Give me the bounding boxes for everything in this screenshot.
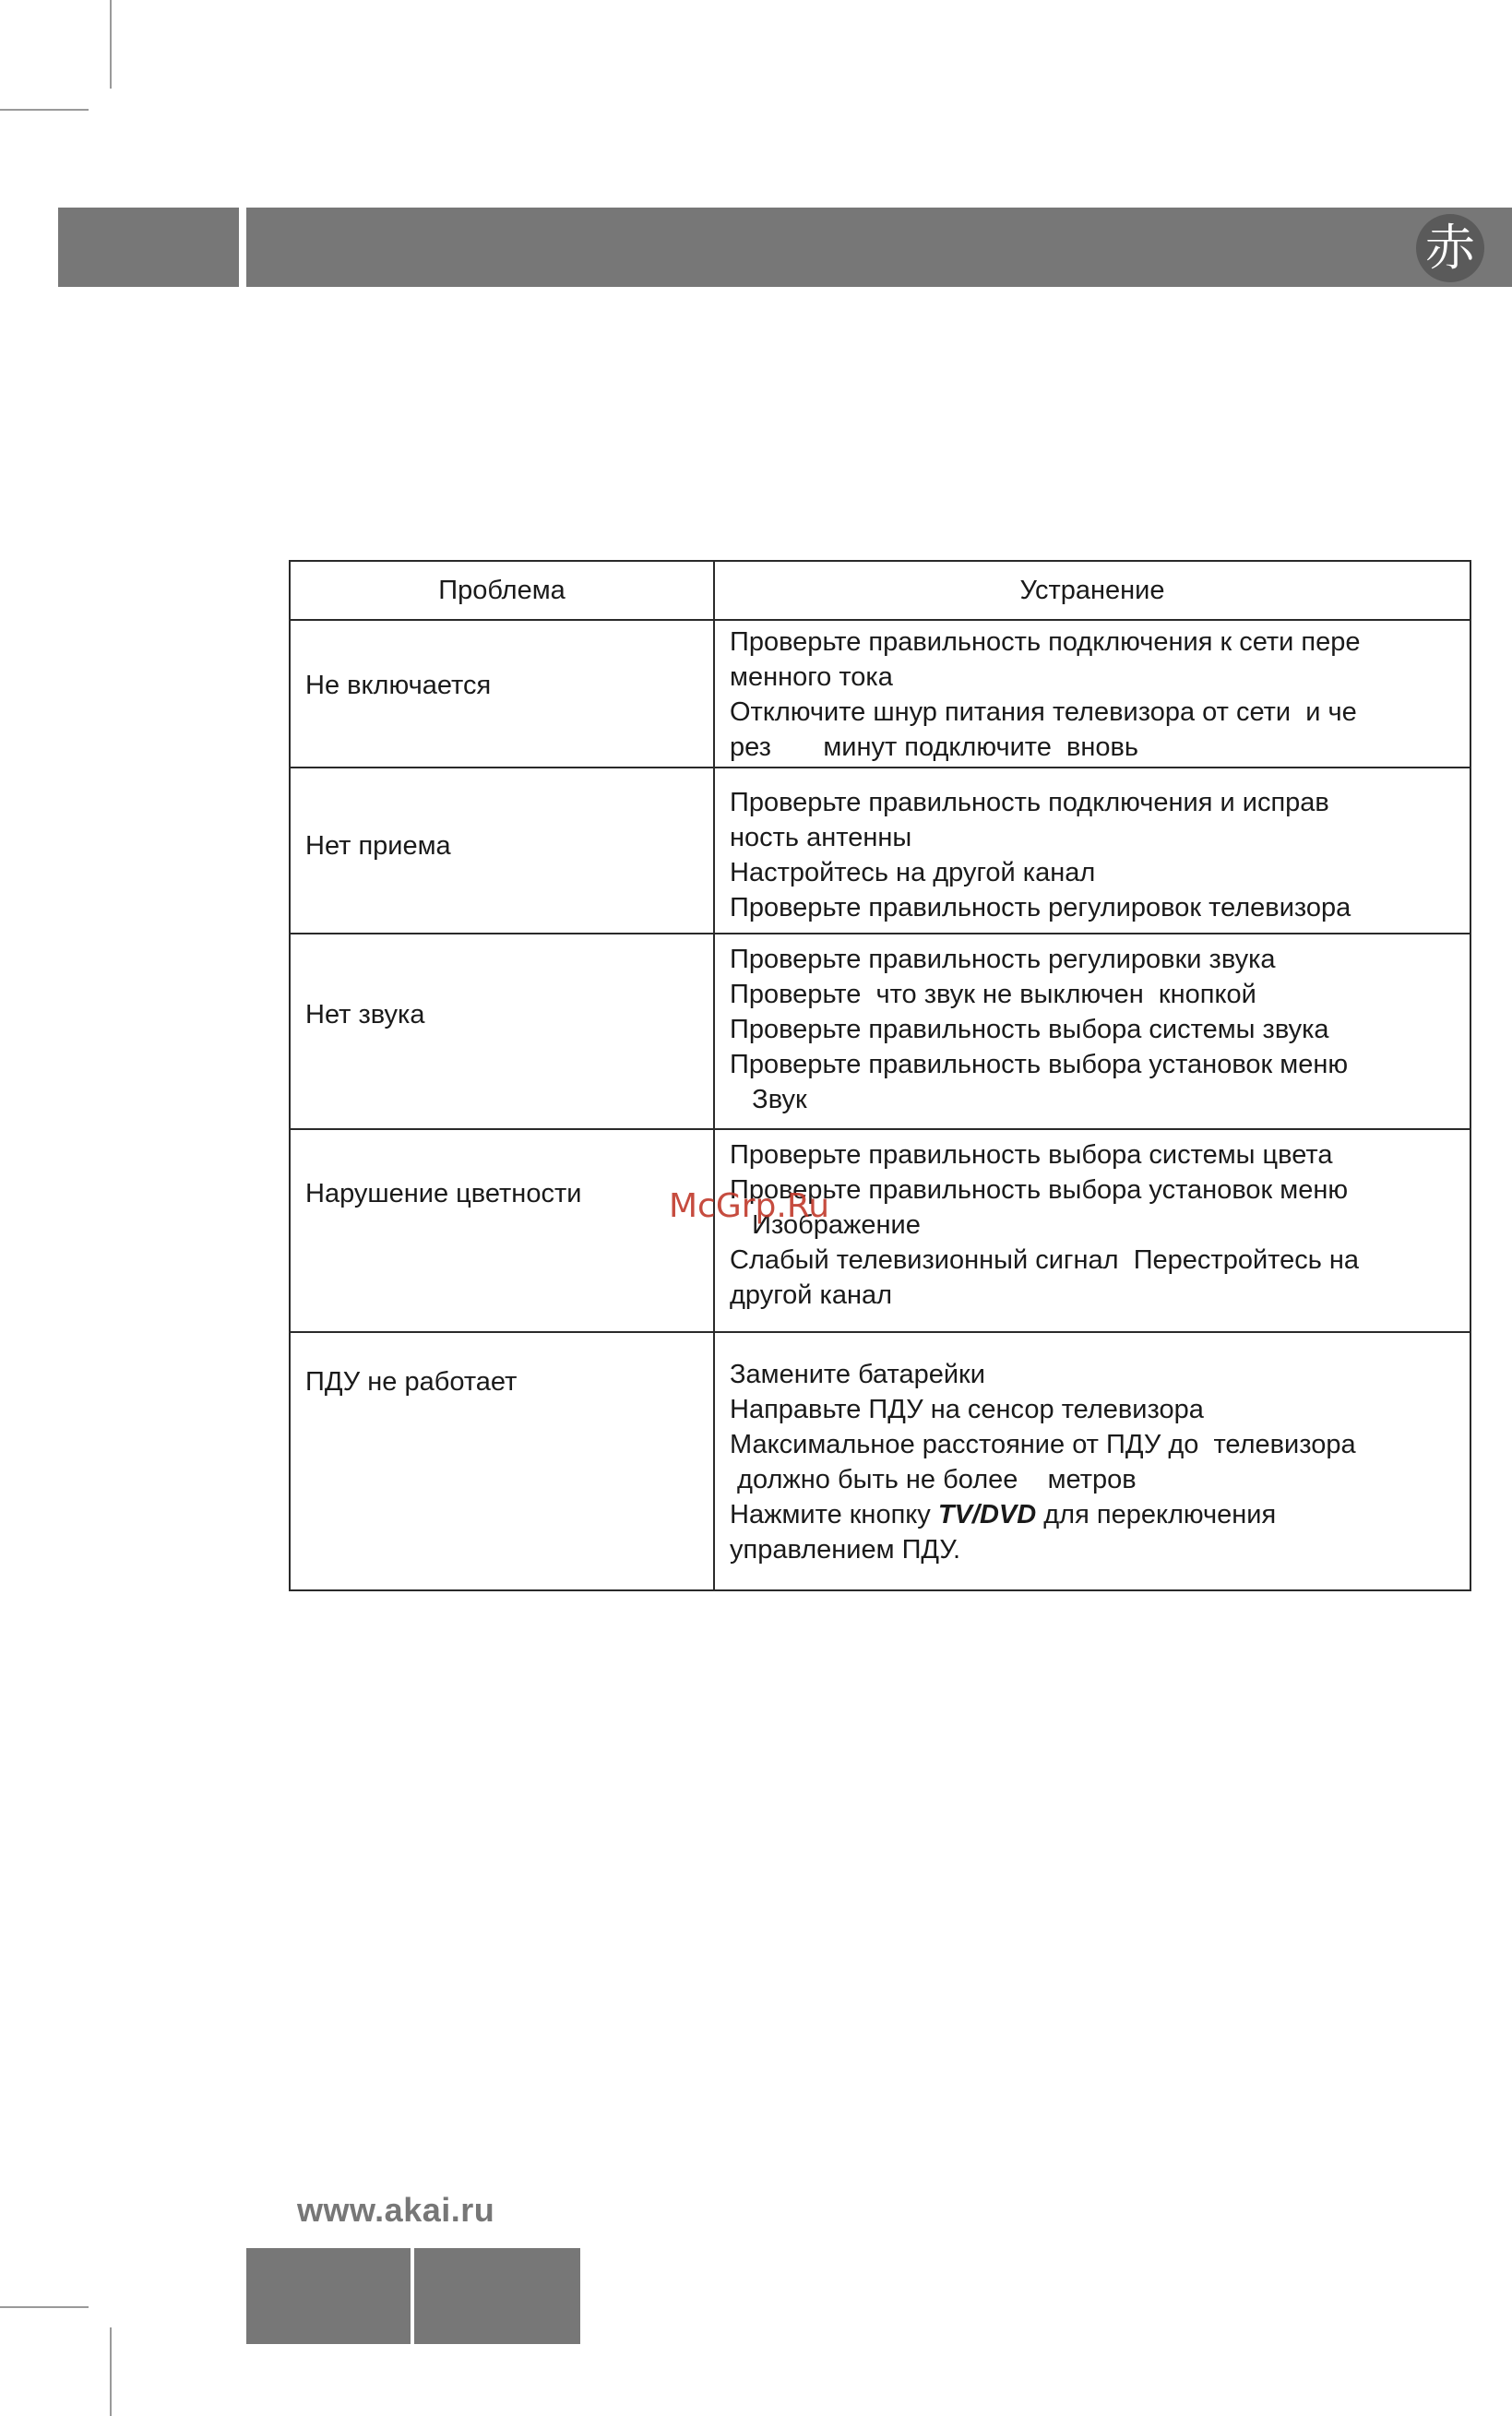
table-row <box>290 620 1470 768</box>
problem-text: Не включается <box>305 671 492 700</box>
table-row <box>290 768 1470 934</box>
problem-text: Нет приема <box>305 831 451 861</box>
crop-mark-top-vertical <box>110 0 112 89</box>
solution-line <box>730 1497 1455 1532</box>
table-header-row <box>290 561 1470 620</box>
header-bar-left <box>58 208 239 287</box>
crop-mark-top-horizontal <box>0 109 89 111</box>
solution-line: Проверьте правильность регулировок телевизора <box>730 893 1351 922</box>
solution-line: Проверьте правильность выбора системы цвета <box>730 1140 1333 1170</box>
solution-line: Слабый телевизионный сигнал Перестройтесь на <box>730 1245 1360 1275</box>
solution-line: Направьте ПДУ на сенсор телевизора <box>730 1395 1204 1424</box>
solution-line: менного тока <box>730 662 893 692</box>
header-problem: Проблема <box>290 561 714 620</box>
problem-cell <box>290 1332 714 1590</box>
solution-line: другой канал <box>730 1280 893 1310</box>
solution-line: Проверьте правильность регулировки звука <box>730 945 1276 974</box>
header-solution: Устранение <box>714 561 1470 620</box>
watermark-text: McGrp.Ru <box>669 1187 830 1225</box>
solution-text: Нажмите кнопку <box>730 1500 938 1529</box>
problem-cell <box>290 768 714 934</box>
crop-mark-bottom-vertical <box>110 2327 112 2416</box>
table-row <box>290 934 1470 1129</box>
solution-cell <box>714 934 1470 1129</box>
solution-line: Замените батарейки <box>730 1360 985 1389</box>
troubleshooting-table <box>289 560 1471 1591</box>
table-row <box>290 1129 1470 1332</box>
solution-cell <box>714 1129 1470 1332</box>
problem-text: Нет звука <box>305 1000 425 1029</box>
tv-dvd-button-label: TV/DVD <box>937 1500 1037 1529</box>
solution-cell <box>714 768 1470 934</box>
solution-line: Звук <box>730 1085 807 1114</box>
footer-url: www.akai.ru <box>297 2191 495 2229</box>
crop-mark-bottom-horizontal <box>0 2306 89 2308</box>
solution-cell <box>714 1332 1470 1590</box>
footer-block-left <box>246 2248 411 2344</box>
solution-line: Максимальное расстояние от ПДУ до телевизора <box>730 1430 1356 1459</box>
solution-line: Проверьте правильность выбора установок меню <box>730 1050 1349 1079</box>
solution-text: для переключения <box>1036 1500 1277 1529</box>
solution-line: Настройтесь на другой канал <box>730 858 1096 887</box>
solution-line: должно быть не более метров <box>730 1465 1137 1494</box>
table-row <box>290 1332 1470 1590</box>
solution-line: управлением ПДУ. <box>730 1535 961 1565</box>
problem-cell <box>290 1129 714 1332</box>
problem-cell <box>290 620 714 768</box>
solution-line: Проверьте правильность подключения и исправ <box>730 788 1329 817</box>
solution-line: Отключите шнур питания телевизора от сети и че <box>730 697 1357 727</box>
akai-logo-icon: 赤 <box>1416 214 1484 282</box>
problem-cell <box>290 934 714 1129</box>
solution-line: Проверьте правильность подключения к сети пере <box>730 627 1361 657</box>
solution-line: Изображение <box>730 1210 921 1240</box>
solution-line: рез минут подключите вновь <box>730 732 1139 762</box>
solution-line: Проверьте что звук не выключен кнопкой <box>730 980 1256 1009</box>
footer-block-right <box>414 2248 580 2344</box>
problem-text: Нарушение цветности <box>305 1179 582 1208</box>
header-bar-main <box>246 208 1512 287</box>
solution-cell <box>714 620 1470 768</box>
solution-line: Проверьте правильность выбора установок меню <box>730 1175 1349 1205</box>
solution-line: Проверьте правильность выбора системы звука <box>730 1015 1329 1044</box>
problem-text: ПДУ не работает <box>305 1367 518 1397</box>
solution-line: ность антенны <box>730 823 912 852</box>
